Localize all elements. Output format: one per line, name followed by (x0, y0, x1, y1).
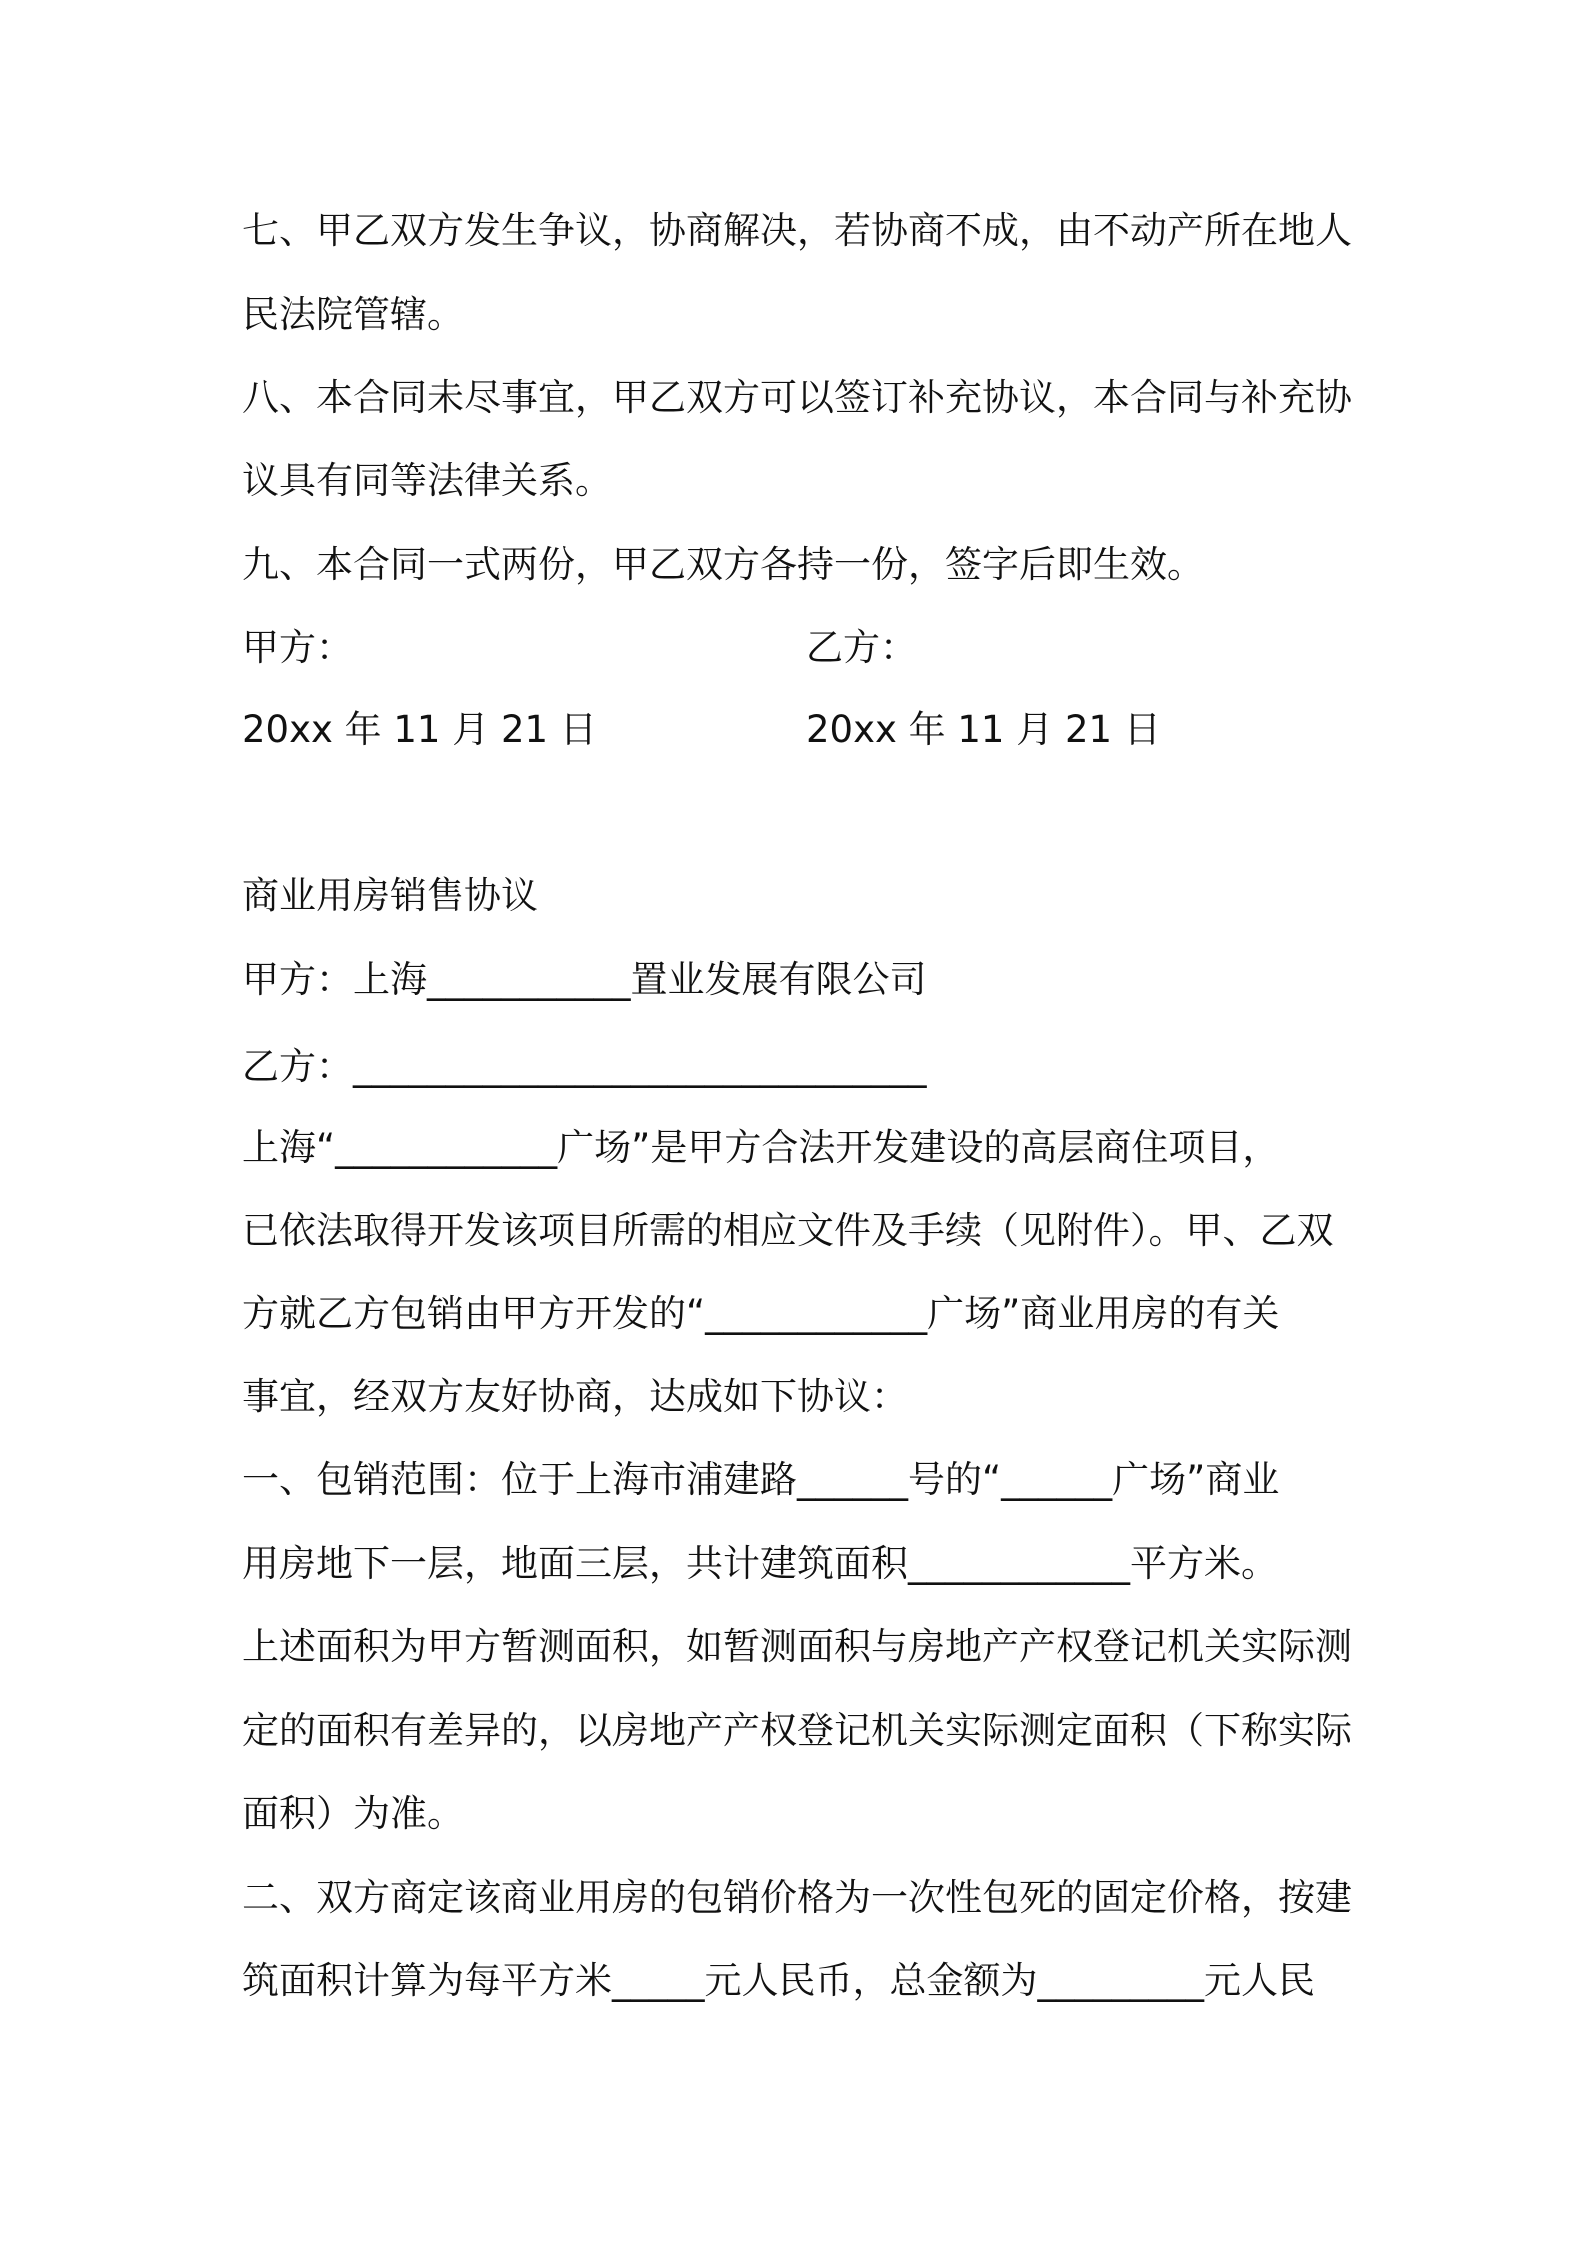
agreement-title: 商业用房销售协议 (242, 874, 538, 917)
party-a-signature-label: 甲方： (242, 626, 353, 669)
article-1-line-4: 定的面积有差异的，以房地产产权登记机关实际测定面积（下称实际 (242, 1709, 1352, 1752)
preamble-line-1: 上海“____________广场”是甲方合法开发建设的高层商住项目， (242, 1126, 1280, 1169)
preamble-line-4: 事宜，经双方友好协商，达成如下协议： (242, 1375, 908, 1418)
article-1-line-1: 一、包销范围：位于上海市浦建路______号的“______广场”商业 (242, 1458, 1280, 1501)
clause-9-line: 九、本合同一式两份，甲乙双方各持一份，签字后即生效。 (242, 543, 1204, 586)
party-b-signature-date: 20xx 年 11 月 21 日 (806, 708, 1161, 751)
article-1-line-5: 面积）为准。 (242, 1792, 464, 1835)
article-2-line-1: 二、双方商定该商业用房的包销价格为一次性包死的固定价格，按建 (242, 1876, 1352, 1919)
clause-8-line-2: 议具有同等法律关系。 (242, 459, 612, 502)
article-1-line-3: 上述面积为甲方暂测面积，如暂测面积与房地产产权登记机关实际测 (242, 1625, 1352, 1668)
party-a-signature-date: 20xx 年 11 月 21 日 (242, 708, 597, 751)
agreement-party-a: 甲方：上海___________置业发展有限公司 (242, 958, 927, 1001)
article-2-line-2: 筑面积计算为每平方米_____元人民币，总金额为_________元人民 (242, 1959, 1315, 2002)
clause-7-line-1: 七、甲乙双方发生争议，协商解决，若协商不成，由不动产所在地人 (242, 209, 1352, 252)
agreement-party-b: 乙方：_______________________________ (242, 1045, 927, 1088)
clause-7-line-2: 民法院管辖。 (242, 293, 464, 336)
party-b-signature-label: 乙方： (806, 626, 917, 669)
clause-8-line-1: 八、本合同未尽事宜，甲乙双方可以签订补充协议，本合同与补充协 (242, 376, 1352, 419)
preamble-line-2: 已依法取得开发该项目所需的相应文件及手续（见附件）。甲、乙双 (242, 1209, 1334, 1252)
preamble-line-3: 方就乙方包销由甲方开发的“____________广场”商业用房的有关 (242, 1292, 1280, 1335)
article-1-line-2: 用房地下一层，地面三层，共计建筑面积____________平方米。 (242, 1542, 1278, 1585)
